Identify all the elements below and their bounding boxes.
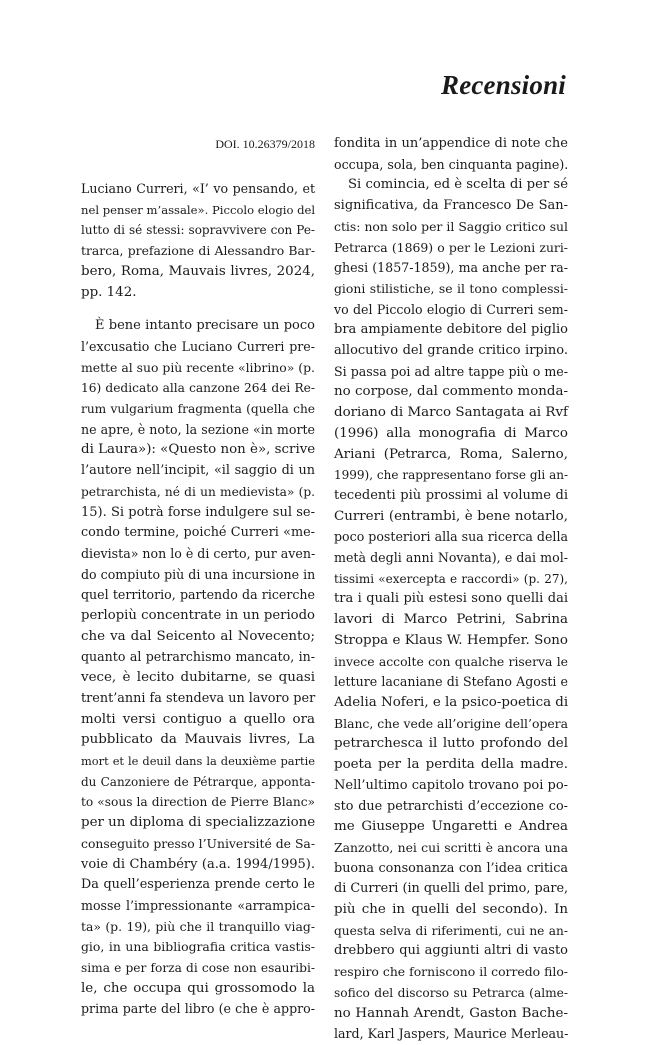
body-line: buona consonanza con l’idea critica [334,860,568,876]
body-line: perlopiù concentrate in un periodo [81,608,315,624]
body-line: fondita in un’appendice di note che [334,136,568,151]
body-line: sto due petrarchisti d’eccezione co- [334,798,568,814]
body-line: poeta per la perdita della madre. [334,757,568,773]
body-line: Si passa poi ad altre tappe più o me- [334,363,568,379]
body-line: Adelia Noferi, e la psico-poetica di [334,694,569,710]
body-line: Petrarca (1869) o per le Lezioni zuri- [334,239,568,255]
body-line: Curreri (entrambi, è bene notarlo, [334,508,568,524]
body-line: molti versi contiguo a quello ora [81,711,315,727]
citation-line: pp. 142. [81,284,137,300]
doi-reference: DOI. 10.26379/2018 [215,137,315,151]
body-line: più che in quelli del secondo). In [334,902,568,918]
body-line: questa selva di riferimenti, cui ne an- [334,923,568,938]
body-line: vece, è lecito dubitarne, se quasi [81,670,315,686]
body-line: di Laura»): «Questo non è», scrive [81,442,316,458]
body-line: drebbero qui aggiunti altri di vasto [334,943,568,959]
body-line: Zanzotto, nei cui scritti è ancora una [334,839,568,855]
section-gap [81,303,315,316]
body-line: no Hannah Arendt, Gaston Bache- [334,1005,568,1021]
body-line: mette al suo più recente «librino» (p. [81,359,315,375]
body-line: significativa, da Francesco De San- [334,198,568,214]
body-line: me Giuseppe Ungaretti e Andrea [334,819,568,835]
body-line: occupa, sola, ben cinquanta pagine). [334,156,569,172]
body-line: Stroppa e Klaus W. Hempfer. Sono [334,632,568,648]
body-line: tra i quali più estesi sono quelli dai [334,591,568,607]
citation-line: Luciano Curreri, «I’ vo pensando, et [81,181,315,196]
body-line: per un diploma di specializzazione [81,815,316,831]
body-line: mort et le deuil dans la deuxième partie [81,753,315,768]
body-line: prima parte del libro (e che è appro- [81,1001,315,1017]
body-line: condo termine, poiché Curreri «me- [81,525,315,541]
body-line: petrarchesca il lutto profondo del [334,736,568,752]
body-line: ne apre, è noto, la sezione «in morte [81,421,315,437]
body-line: lavori di Marco Petrini, Sabrina [334,612,568,628]
body-line: conseguito presso l’Université de Sa- [81,835,316,851]
citation-line: bero, Roma, Mauvais livres, 2024, [81,263,315,279]
body-line: ghesi (1857-1859), ma anche per ra- [334,260,568,276]
body-line: 16) dedicato alla canzone 264 dei Re- [81,381,315,396]
body-line: l’autore nell’incipit, «il saggio di un [81,463,315,479]
body-line: sofico del discorso su Petrarca (alme- [334,985,568,1000]
body-line: du Canzoniere de Pétrarque, apponta- [81,774,315,789]
body-line: Nell’ultimo capitolo trovano poi po- [334,777,569,793]
body-line: pubblicato da Mauvais livres, La [81,732,315,748]
body-line: Ariani (Petrarca, Roma, Salerno, [334,446,568,462]
body-line: doriano di Marco Santagata ai Rvf [334,405,568,421]
body-line: quel territorio, partendo da ricerche [81,587,315,603]
body-line: to «sous la direction de Pierre Blanc» [81,795,315,810]
body-line: voie di Chambéry (a.a. 1994/1995). [81,856,315,872]
body-line: È bene intanto precisare un poco [95,318,315,334]
body-line: invece accolte con qualche riserva le [334,653,568,669]
citation-line: nel penser m’assale». Piccolo elogio del [81,202,316,217]
body-line: che va dal Seicento al Novecento; [81,628,315,644]
citation-line: trarca, prefazione di Alessandro Bar- [81,243,315,259]
citation-line: lutto di sé stessi: sopravvivere con Pe- [81,223,315,238]
body-line: rum vulgarium fragmenta (quella che [81,402,315,417]
body-line: poco posteriori alla sua ricerca della [334,529,568,545]
body-line: dievista» non lo è di certo, pur aven- [81,545,316,561]
body-line: respiro che forniscono il corredo filo- [334,964,568,980]
body-line: l’excusatio che Luciano Curreri pre- [81,338,315,354]
body-line: petrarchista, né di un medievista» (p. [81,484,315,499]
body-line: tissimi «exercepta e raccordi» (p. 27), [334,571,568,586]
body-line: gio, in una bibliografia critica vastis- [81,939,315,955]
body-line: allocutivo del grande critico irpino. [334,343,568,359]
body-line: quanto al petrarchismo mancato, in- [81,649,315,665]
body-line: Si comincia, ed è scelta di per sé [348,177,568,193]
body-line: sima e per forza di cose non esauribi- [81,961,315,976]
body-line: di Curreri (in quelli del primo, pare, [334,881,569,897]
body-line: do compiuto più di una incursione in [81,566,316,582]
body-line: gioni stilistiche, se il tono complessi- [334,280,568,296]
citation-block [81,179,315,303]
body-line: metà degli anni Novanta), e dai mol- [334,550,568,566]
review-body-left [81,316,315,1020]
running-head-title: Recensioni [440,70,566,100]
body-line: Blanc, che vede all’origine dell’opera [334,715,568,731]
right-column [334,134,568,1045]
body-line: no corpose, dal commento monda- [334,384,568,400]
body-line: letture lacaniane di Stefano Agosti e [334,674,568,690]
body-line: ta» (p. 19), più che il tranquillo viag- [81,918,315,934]
body-line: (1996) alla monografia di Marco [334,425,568,441]
body-line: mosse l’impressionante «arrampica- [81,897,315,913]
body-line: bra ampiamente debitore del piglio [334,322,568,338]
body-line: 15). Si potrà forse indulgere sul se- [81,504,315,520]
body-line: ctis: non solo per il Saggio critico sul [334,218,568,234]
body-line: trent’anni fa stendeva un lavoro per [81,690,316,706]
body-line: tecedenti più prossimi al volume di [334,487,568,503]
body-line: 1999), che rappresentano forse gli an- [334,468,568,483]
left-column [81,134,315,1020]
body-line: lard, Karl Jaspers, Maurice Merleau- [334,1026,569,1042]
body-line: le, che occupa qui grossomodo la [81,980,315,996]
body-line: Da quell’esperienza prende certo le [81,877,315,893]
body-line: vo del Piccolo elogio di Curreri sem- [334,301,568,317]
